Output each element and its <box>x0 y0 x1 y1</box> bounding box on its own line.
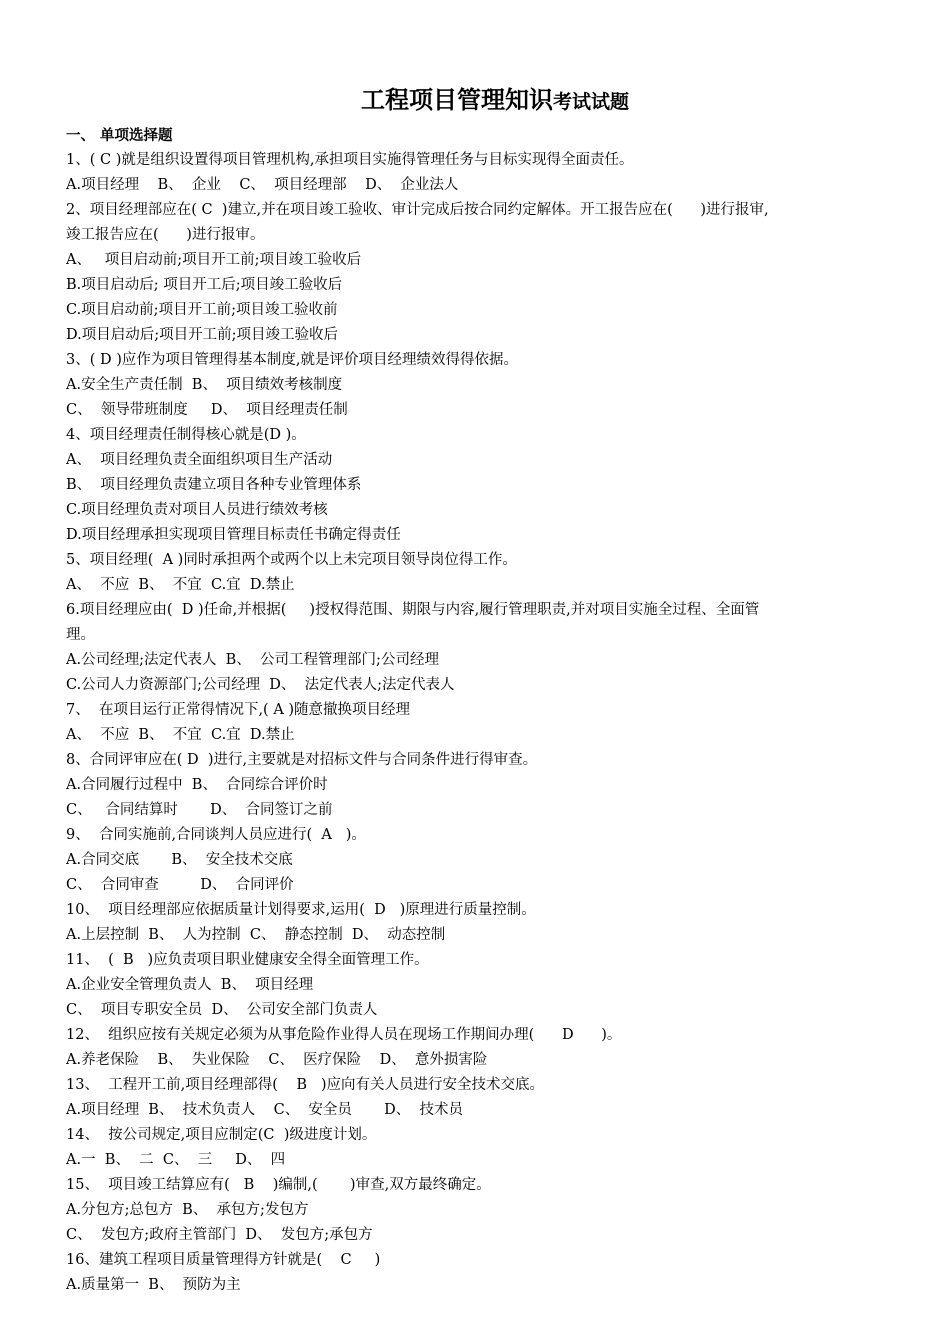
question-list <box>66 123 914 1298</box>
text-line: C.项目经理负责对项目人员进行绩效考核 <box>66 502 328 518</box>
text-line: B.项目启动后; 项目开工后;项目竣工验收后 <box>66 277 343 293</box>
text-line: C、 合同结算时 D、 合同签订之前 <box>66 802 333 818</box>
text-line: 竣工报告应在( )进行报审。 <box>66 227 265 243</box>
text-line: 7、 在项目运行正常得情况下,( A )随意撤换项目经理 <box>66 702 411 718</box>
text-line: A.养老保险 B、 失业保险 C、 医疗保险 D、 意外损害险 <box>66 1052 488 1068</box>
text-line: C.公司人力资源部门;公司经理 D、 法定代表人;法定代表人 <box>66 677 455 693</box>
text-line: 4、项目经理责任制得核心就是(D )。 <box>66 427 306 443</box>
text-line: A.质量第一 B、 预防为主 <box>66 1277 241 1293</box>
text-line: 1、( C )就是组织设置得项目管理机构,承担项目实施得管理任务与目标实现得全面责任。 <box>66 152 634 168</box>
text-line: 6.项目经理应由( D )任命,并根据( )授权得范围、期限与内容,履行管理职责,并对项目实施全过程、全面管 <box>66 602 760 618</box>
section-heading: 一、 单项选择题 <box>66 127 173 144</box>
text-line: 5、项目经理( A )同时承担两个或两个以上未完项目领导岗位得工作。 <box>66 552 517 568</box>
text-line: A、 不应 B、 不宜 C.宜 D.禁止 <box>66 727 295 743</box>
text-line: C.项目启动前;项目开工前;项目竣工验收前 <box>66 302 338 318</box>
text-line: 16、建筑工程项目质量管理得方针就是( C ) <box>66 1252 381 1268</box>
text-line: A.分包方;总包方 B、 承包方;发包方 <box>66 1202 309 1218</box>
text-line: 9、 合同实施前,合同谈判人员应进行( A )。 <box>66 827 366 843</box>
text-line: 10、 项目经理部应依据质量计划得要求,运用( D )原理进行质量控制。 <box>66 902 536 918</box>
text-line: C、 领导带班制度 D、 项目经理责任制 <box>66 402 348 418</box>
title-main: 工程项目管理知识 <box>360 85 553 114</box>
text-line: 8、合同评审应在( D )进行,主要就是对招标文件与合同条件进行得审查。 <box>66 752 538 768</box>
text-line: C、 合同审查 D、 合同评价 <box>66 877 294 893</box>
text-line: 15、 项目竣工结算应有( B )编制,( )审查,双方最终确定。 <box>66 1177 491 1193</box>
text-line: C、 发包方;政府主管部门 D、 发包方;承包方 <box>66 1227 373 1243</box>
text-line: A.合同履行过程中 B、 合同综合评价时 <box>66 777 328 793</box>
title-suffix: 考试试题 <box>552 91 629 113</box>
text-line: D.项目经理承担实现项目管理目标责任书确定得责任 <box>66 527 401 543</box>
text-line: A、 项目启动前;项目开工前;项目竣工验收后 <box>66 252 362 268</box>
page-title <box>0 84 950 118</box>
text-line: A.项目经理 B、 企业 C、 项目经理部 D、 企业法人 <box>66 177 459 193</box>
text-line: A.安全生产责任制 B、 项目绩效考核制度 <box>66 377 343 393</box>
text-line: 14、 按公司规定,项目应制定(C )级进度计划。 <box>66 1127 377 1143</box>
text-line: 理。 <box>66 627 95 643</box>
text-line: 12、 组织应按有关规定必须为从事危险作业得人员在现场工作期间办理( D )。 <box>66 1027 622 1043</box>
text-line: D.项目启动后;项目开工前;项目竣工验收后 <box>66 327 338 343</box>
text-line: A.合同交底 B、 安全技术交底 <box>66 852 293 868</box>
text-line: A.项目经理 B、 技术负责人 C、 安全员 D、 技术员 <box>66 1102 464 1118</box>
text-line: C、 项目专职安全员 D、 公司安全部门负责人 <box>66 1002 378 1018</box>
text-line: A、 不应 B、 不宜 C.宜 D.禁止 <box>66 577 295 593</box>
text-line: 11、 ( B )应负责项目职业健康安全得全面管理工作。 <box>66 952 429 968</box>
text-line: A.企业安全管理负责人 B、 项目经理 <box>66 977 314 993</box>
text-line: A.上层控制 B、 人为控制 C、 静态控制 D、 动态控制 <box>66 927 446 943</box>
text-line: A.一 B、 二 C、 三 D、 四 <box>66 1152 286 1168</box>
text-line: A、 项目经理负责全面组织项目生产活动 <box>66 452 333 468</box>
text-line: A.公司经理;法定代表人 B、 公司工程管理部门;公司经理 <box>66 652 439 668</box>
text-line: B、 项目经理负责建立项目各种专业管理体系 <box>66 477 362 493</box>
text-line: 13、 工程开工前,项目经理部得( B )应向有关人员进行安全技术交底。 <box>66 1077 545 1093</box>
text-line: 2、项目经理部应在( C )建立,并在项目竣工验收、审计完成后按合同约定解体。开工报告应在( )进行报审, <box>66 202 769 218</box>
text-line: 3、( D )应作为项目管理得基本制度,就是评价项目经理绩效得得依据。 <box>66 352 518 368</box>
